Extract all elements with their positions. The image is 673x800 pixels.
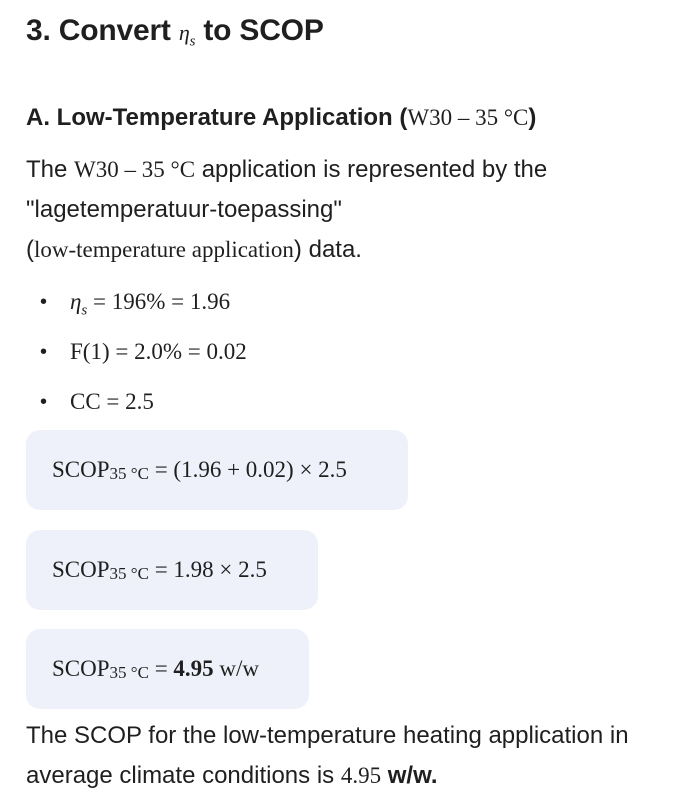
- list-item-cc: [26, 382, 247, 432]
- section-title: A. Low-Temperature Application: [26, 104, 393, 131]
- conclusion-unit: w/w.: [387, 762, 438, 789]
- intro-paren-open: (: [26, 236, 34, 263]
- section-paren-close: ): [528, 104, 537, 131]
- intro-paren-close: ): [293, 236, 302, 263]
- values-list: [26, 282, 247, 432]
- intro-math-term: low-temperature application: [34, 237, 294, 262]
- equation-subscript: 35 °C: [109, 464, 149, 483]
- conclusion-text: The SCOP for the low-temperature heating application in average climate conditions is: [26, 722, 629, 789]
- f1-value: F(1) = 2.0% = 0.02: [70, 339, 247, 364]
- list-item-eta: [26, 282, 247, 332]
- eta-subscript: s: [189, 33, 196, 50]
- intro-range: W30 – 35 °C: [74, 157, 196, 182]
- intro-text: application is represented by the "lagetemperatuur-toepassing": [26, 156, 548, 223]
- eta-subscript: s: [81, 302, 88, 319]
- list-item-f1: [26, 332, 247, 382]
- intro-text-end: data.: [308, 236, 362, 263]
- equation-lhs: SCOP: [52, 656, 110, 681]
- section-paren-open: (: [399, 104, 408, 131]
- eta-value: = 196% = 1.96: [87, 289, 231, 314]
- equation-block-2: [26, 530, 318, 610]
- equation-lhs: SCOP: [52, 457, 110, 482]
- equation-rhs: = 1.98 × 2.5: [148, 557, 267, 582]
- heading-suffix: to SCOP: [203, 14, 324, 47]
- equation-subscript: 35 °C: [109, 663, 149, 682]
- intro-the: The: [26, 156, 68, 183]
- conclusion-value: 4.95: [340, 763, 382, 788]
- step-heading: [26, 14, 324, 50]
- conclusion-paragraph: [26, 716, 666, 796]
- eta-letter: η: [70, 289, 82, 314]
- equation-block-1: [26, 430, 408, 510]
- eta-s-symbol: [178, 20, 196, 50]
- intro-paragraph: [26, 150, 656, 270]
- equation-lhs: SCOP: [52, 557, 110, 582]
- equation-block-3: [26, 629, 309, 709]
- section-heading: [26, 104, 536, 132]
- section-range: W30 – 35 °C: [407, 105, 529, 130]
- equation-subscript: 35 °C: [109, 564, 149, 583]
- scop-result-unit: w/w: [213, 656, 260, 681]
- cc-value: CC = 2.5: [70, 389, 154, 414]
- equation-rhs: = (1.96 + 0.02) × 2.5: [148, 457, 347, 482]
- heading-prefix: 3. Convert: [26, 14, 171, 47]
- scop-result-value: 4.95: [173, 656, 214, 681]
- equation-equals: =: [148, 656, 174, 681]
- eta-letter: η: [178, 20, 190, 45]
